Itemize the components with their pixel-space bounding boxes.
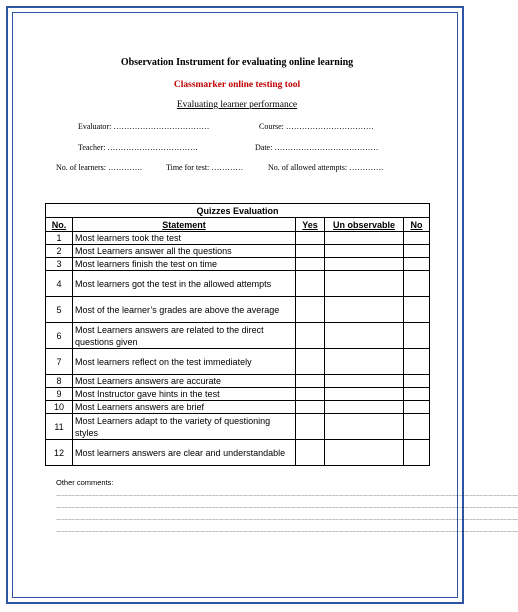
table-row	[46, 258, 430, 271]
yes-cell[interactable]	[296, 297, 325, 323]
unobservable-cell[interactable]	[325, 440, 404, 466]
table-row	[46, 375, 430, 388]
learners-count-field[interactable]: No. of learners: ………….	[56, 163, 142, 172]
no-cell[interactable]	[404, 375, 430, 388]
row-statement: Most learners reflect on the test immediately	[73, 349, 296, 375]
yes-cell[interactable]	[296, 271, 325, 297]
other-comments-label: Other comments:	[56, 478, 114, 487]
row-number: 2	[46, 245, 73, 258]
table-row	[46, 349, 430, 375]
unobservable-cell[interactable]	[325, 414, 404, 440]
table-row	[46, 245, 430, 258]
comment-line[interactable]: ……………………………………………………………………………………………………………………………………………………………………………………………………………	[56, 492, 518, 498]
unobservable-cell[interactable]	[325, 375, 404, 388]
yes-cell[interactable]	[296, 245, 325, 258]
document-subtitle: Classmarker online testing tool	[173, 80, 301, 90]
row-number: 9	[46, 388, 73, 401]
unobservable-cell[interactable]	[325, 297, 404, 323]
row-statement: Most of the learner’s grades are above the average	[73, 297, 296, 323]
row-statement: Most learners got the test in the allowed attempts	[73, 271, 296, 297]
comment-line[interactable]: ……………………………………………………………………………………………………………………………………………………………………………………………………………	[56, 528, 518, 534]
yes-cell[interactable]	[296, 414, 325, 440]
allowed-attempts-field[interactable]: No. of allowed attempts: ………….	[268, 163, 384, 172]
no-cell[interactable]	[404, 323, 430, 349]
row-number: 10	[46, 401, 73, 414]
yes-cell[interactable]	[296, 375, 325, 388]
row-statement: Most Learners adapt to the variety of questioning styles	[73, 414, 296, 440]
quizzes-evaluation-table	[45, 203, 430, 466]
unobservable-cell[interactable]	[325, 323, 404, 349]
course-field[interactable]: Course: ……………………………	[259, 122, 374, 131]
no-cell[interactable]	[404, 349, 430, 375]
table-row	[46, 232, 430, 245]
yes-cell[interactable]	[296, 258, 325, 271]
row-number: 12	[46, 440, 73, 466]
table-row	[46, 297, 430, 323]
unobservable-cell[interactable]	[325, 271, 404, 297]
unobservable-cell[interactable]	[325, 401, 404, 414]
teacher-field[interactable]: Teacher: …………………………….	[78, 143, 198, 152]
row-statement: Most learners answers are clear and understandable	[73, 440, 296, 466]
row-statement: Most Instructor gave hints in the test	[73, 388, 296, 401]
row-number: 3	[46, 258, 73, 271]
row-statement: Most Learners answer all the questions	[73, 245, 296, 258]
unobservable-cell[interactable]	[325, 388, 404, 401]
comment-line[interactable]: ……………………………………………………………………………………………………………………………………………………………………………………………………………	[56, 504, 518, 510]
yes-cell[interactable]	[296, 323, 325, 349]
header-unobservable: Un observable	[325, 218, 404, 232]
row-statement: Most learners took the test	[73, 232, 296, 245]
no-cell[interactable]	[404, 414, 430, 440]
header-no-answer: No	[404, 218, 430, 232]
document-title: Observation Instrument for evaluating online learning	[120, 57, 354, 68]
unobservable-cell[interactable]	[325, 258, 404, 271]
table-row	[46, 323, 430, 349]
header-no: No.	[46, 218, 73, 232]
no-cell[interactable]	[404, 245, 430, 258]
no-cell[interactable]	[404, 271, 430, 297]
row-number: 4	[46, 271, 73, 297]
unobservable-cell[interactable]	[325, 232, 404, 245]
row-number: 7	[46, 349, 73, 375]
row-number: 11	[46, 414, 73, 440]
yes-cell[interactable]	[296, 349, 325, 375]
yes-cell[interactable]	[296, 401, 325, 414]
no-cell[interactable]	[404, 232, 430, 245]
unobservable-cell[interactable]	[325, 349, 404, 375]
table-row	[46, 414, 430, 440]
yes-cell[interactable]	[296, 440, 325, 466]
row-number: 6	[46, 323, 73, 349]
unobservable-cell[interactable]	[325, 245, 404, 258]
evaluator-field[interactable]: Evaluator: ………………………………	[78, 122, 210, 131]
table-row	[46, 401, 430, 414]
no-cell[interactable]	[404, 258, 430, 271]
date-field[interactable]: Date: …………………………………	[255, 143, 379, 152]
table-caption: Quizzes Evaluation	[46, 204, 430, 218]
no-cell[interactable]	[404, 297, 430, 323]
header-statement: Statement	[73, 218, 296, 232]
no-cell[interactable]	[404, 440, 430, 466]
yes-cell[interactable]	[296, 388, 325, 401]
row-number: 1	[46, 232, 73, 245]
yes-cell[interactable]	[296, 232, 325, 245]
section-heading: Evaluating learner performance	[176, 100, 298, 110]
header-yes: Yes	[296, 218, 325, 232]
table-row	[46, 440, 430, 466]
no-cell[interactable]	[404, 401, 430, 414]
table-row	[46, 388, 430, 401]
row-statement: Most learners finish the test on time	[73, 258, 296, 271]
row-number: 5	[46, 297, 73, 323]
no-cell[interactable]	[404, 388, 430, 401]
test-time-field[interactable]: Time for test: …………	[166, 163, 244, 172]
table-row	[46, 271, 430, 297]
row-number: 8	[46, 375, 73, 388]
row-statement: Most Learners answers are related to the direct questions given	[73, 323, 296, 349]
row-statement: Most Learners answers are brief	[73, 401, 296, 414]
comment-line[interactable]: ……………………………………………………………………………………………………………………………………………………………………………………………………………	[56, 516, 518, 522]
row-statement: Most Learners answers are accurate	[73, 375, 296, 388]
